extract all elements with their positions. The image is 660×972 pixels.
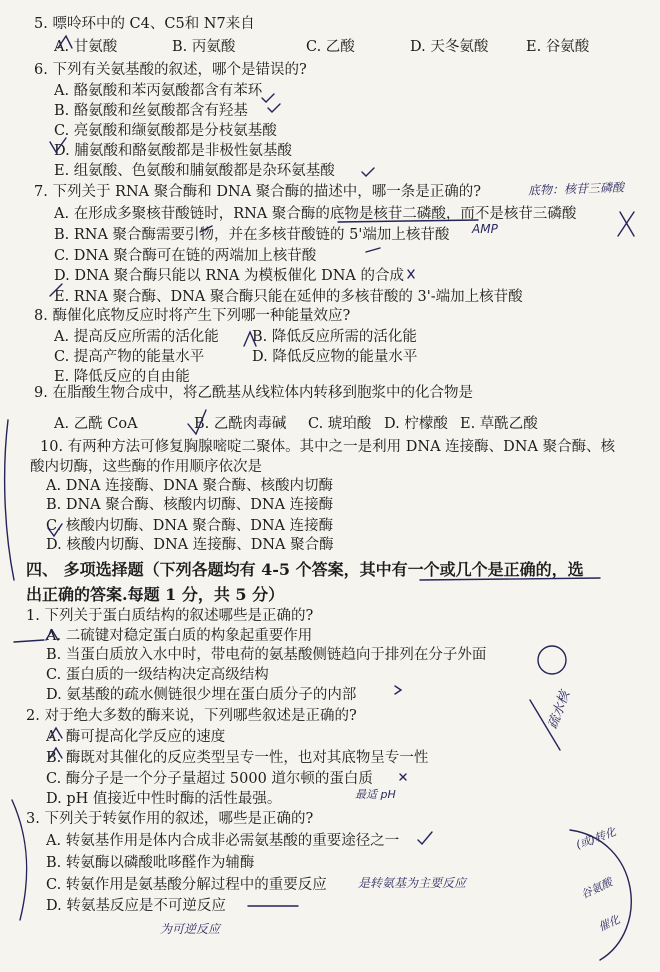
q9-option-b: B. 乙酰肉毒碱 bbox=[194, 416, 287, 432]
m3-option-d: D. 转氨基反应是不可逆反应 bbox=[46, 898, 226, 914]
circle-doodle bbox=[538, 646, 566, 674]
handwritten-corner-2: 谷氨酸 bbox=[579, 875, 615, 902]
q8-option-b: B. 降低反应所需的活化能 bbox=[252, 329, 417, 345]
q8-row-ab bbox=[54, 327, 417, 347]
q5-stem: 5. 嘌呤环中的 C4、C5和 N7来自 bbox=[34, 16, 255, 32]
handwritten-amp: AMP bbox=[472, 222, 498, 236]
check-q6-e bbox=[362, 168, 374, 176]
section4-heading-line1: 四、 多项选择题（下列各题均有 4-5 个答案，其中有一个或几个是正确的，选 bbox=[26, 560, 584, 579]
bracket-m3 bbox=[12, 800, 27, 920]
q10-option-d: D. 核酸内切酶、DNA 连接酶、DNA 聚合酶 bbox=[46, 537, 334, 553]
q10-stem-line1: 10. 有两种方法可修复胸腺嘧啶二聚体。其中之一是利用 DNA 连接酶、DNA 聚合酶、核 bbox=[40, 439, 616, 455]
q8-row-cd bbox=[54, 347, 417, 367]
q9-options bbox=[54, 414, 538, 434]
m1-option-c: C. 蛋白质的一级结构决定高级结构 bbox=[46, 667, 269, 683]
handwritten-note-hydrophobic: 疏水核 bbox=[545, 689, 574, 732]
q7-option-c: C. DNA 聚合酶可在链的两端加上核苷酸 bbox=[54, 248, 317, 264]
m3-option-b: B. 转氨酶以磷酸吡哆醛作为辅酶 bbox=[46, 855, 255, 871]
q7-option-d: D. DNA 聚合酶只能以 RNA 为模板催化 DNA 的合成 bbox=[54, 268, 405, 284]
m1-option-a: A. 二硫键对稳定蛋白质的构象起重要作用 bbox=[46, 628, 313, 644]
x-m2-c bbox=[400, 774, 406, 780]
q5-option-b: B. 丙氨酸 bbox=[172, 39, 236, 55]
q8-stem: 8. 酶催化底物反应时将产生下列哪一种能量效应? bbox=[34, 308, 351, 324]
m2-stem: 2. 对于绝大多数的酶来说，下列哪些叙述是正确的? bbox=[26, 708, 357, 724]
m3-option-c: C. 转氨作用是氨基酸分解过程中的重要反应 bbox=[46, 877, 327, 893]
q6-option-b: B. 酪氨酸和丝氨酸都含有羟基 bbox=[54, 103, 248, 119]
q9-stem: 9. 在脂酸生物合成中，将乙酰基从线粒体内转移到胞浆中的化合物是 bbox=[34, 385, 473, 401]
check-q6-b bbox=[268, 104, 280, 112]
q8-option-a: A. 提高反应所需的活化能 bbox=[54, 329, 219, 345]
q7-option-a: A. 在形成多聚核苷酸链时，RNA 聚合酶的底物是核苷二磷酸，而不是核苷三磷酸 bbox=[54, 206, 577, 222]
m3-option-a: A. 转氨基作用是体内合成非必需氨基酸的重要途径之一 bbox=[46, 833, 400, 849]
q5-option-e: E. 谷氨酸 bbox=[526, 39, 590, 55]
mark-q7-c bbox=[366, 248, 380, 252]
dash-m1-b bbox=[14, 640, 44, 642]
m1-stem: 1. 下列关于蛋白质结构的叙述哪些是正确的? bbox=[26, 608, 314, 624]
q9-option-e: E. 草酰乙酸 bbox=[460, 416, 538, 432]
q8-option-e: E. 降低反应的自由能 bbox=[54, 369, 190, 385]
q8-option-c: C. 提高产物的能量水平 bbox=[54, 349, 205, 365]
x-q7-a bbox=[618, 212, 634, 236]
handwritten-note-m3d: 为可逆反应 bbox=[160, 922, 221, 936]
m1-option-b: B. 当蛋白质放入水中时，带电荷的氨基酸侧链趋向于排列在分子外面 bbox=[46, 647, 487, 663]
q9-option-c: C. 琥珀酸 bbox=[308, 416, 372, 432]
q8-option-d: D. 降低反应物的能量水平 bbox=[252, 349, 418, 365]
bracket-q10 bbox=[5, 420, 14, 580]
q6-option-c: C. 亮氨酸和缬氨酸都是分枝氨基酸 bbox=[54, 123, 277, 139]
q10-stem-line2: 酸内切酶，这些酶的作用顺序依次是 bbox=[30, 459, 262, 475]
handwritten-note-m3: 是转氨基为主要反应 bbox=[358, 876, 467, 890]
check-m3-a bbox=[418, 832, 432, 844]
q10-option-a: A. DNA 连接酶、DNA 聚合酶、核酸内切酶 bbox=[46, 478, 333, 494]
x-q7-d bbox=[408, 270, 414, 278]
q7-stem: 7. 下列关于 RNA 聚合酶和 DNA 聚合酶的描述中，哪一条是正确的? bbox=[34, 184, 482, 200]
q5-option-a: A. 甘氨酸 bbox=[54, 39, 118, 55]
m3-stem: 3. 下列关于转氨作用的叙述，哪些是正确的? bbox=[26, 811, 314, 827]
q5-option-d: D. 天冬氨酸 bbox=[410, 39, 489, 55]
handwritten-note-q7: 底物：核苷三磷酸 bbox=[527, 180, 625, 198]
q10-option-b: B. DNA 聚合酶、核酸内切酶、DNA 连接酶 bbox=[46, 497, 334, 513]
m2-option-d: D. pH 值接近中性时酶的活性最强。 bbox=[46, 791, 282, 807]
q9-option-a: A. 乙酰 CoA bbox=[54, 416, 138, 432]
q6-option-a: A. 酪氨酸和苯丙氨酸都含有苯环 bbox=[54, 83, 263, 99]
arrow-m1-d bbox=[395, 686, 401, 694]
q7-option-e: E. RNA 聚合酶、DNA 聚合酶只能在延伸的多核苷酸的 3'-端加上核苷酸 bbox=[54, 289, 523, 305]
m1-option-d: D. 氨基酸的疏水侧链很少埋在蛋白质分子的内部 bbox=[46, 687, 357, 703]
m2-option-b: B. 酶既对其催化的反应类型呈专一性，也对其底物呈专一性 bbox=[46, 750, 429, 766]
handwritten-corner-1: (或)转化 bbox=[574, 825, 618, 852]
q10-option-c: C. 核酸内切酶、DNA 聚合酶、DNA 连接酶 bbox=[46, 518, 334, 534]
q9-option-d: D. 柠檬酸 bbox=[384, 416, 448, 432]
q6-stem: 6. 下列有关氨基酸的叙述，哪个是错误的? bbox=[34, 62, 307, 78]
m2-option-a: A. 酶可提高化学反应的速度 bbox=[46, 729, 226, 745]
handwritten-note-m2: 最适 pH bbox=[355, 788, 396, 801]
q5-option-c: C. 乙酸 bbox=[306, 39, 355, 55]
q6-option-d: D. 脯氨酸和酪氨酸都是非极性氨基酸 bbox=[54, 143, 292, 159]
q6-option-e: E. 组氨酸、色氨酸和脯氨酸都是杂环氨基酸 bbox=[54, 163, 335, 179]
m2-option-c: C. 酶分子是一个分子量超过 5000 道尔顿的蛋白质 bbox=[46, 771, 373, 787]
q7-option-b: B. RNA 聚合酶需要引物，并在多核苷酸链的 5'端加上核苷酸 bbox=[54, 227, 450, 243]
check-q6-a bbox=[262, 94, 274, 102]
q5-options bbox=[54, 37, 589, 57]
handwritten-corner-3: 催化 bbox=[596, 912, 622, 934]
section4-heading-line2: 出正确的答案.每题 1 分，共 5 分） bbox=[26, 585, 285, 604]
